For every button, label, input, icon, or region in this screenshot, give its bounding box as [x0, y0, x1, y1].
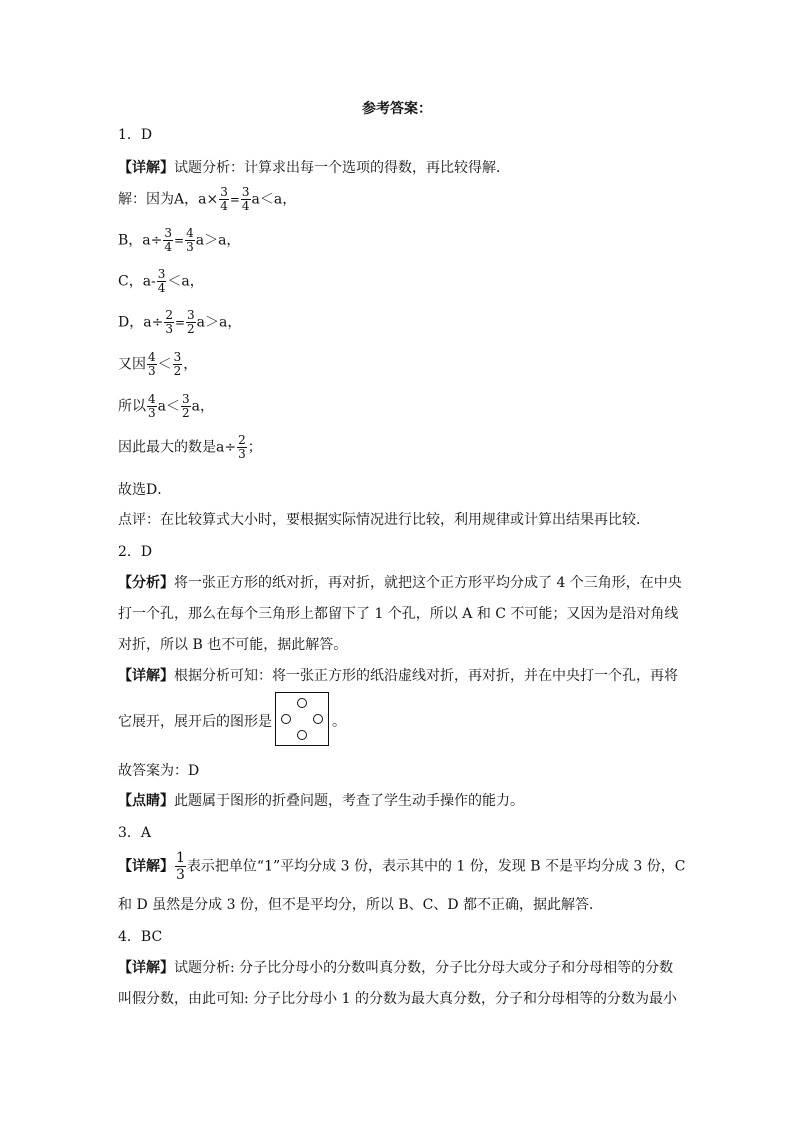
equals: = — [174, 233, 185, 248]
numerator: 3 — [173, 350, 182, 364]
q1-line-c-prefix: C，a- — [118, 273, 156, 290]
q2-point-tag: 【点睛】 — [118, 793, 174, 809]
q1-line-g-suffix: ； — [247, 439, 262, 456]
fraction — [164, 309, 174, 336]
q1-line-d — [118, 309, 241, 336]
less-than: ＜ — [157, 356, 172, 373]
hole-circle — [313, 714, 323, 724]
denominator: 4 — [220, 199, 228, 213]
q2-analysis-line-1 — [118, 572, 682, 592]
q2-detail-line-1 — [118, 665, 678, 685]
q1-line-e-prefix: 又因 — [118, 356, 146, 373]
numerator: 4 — [148, 350, 156, 364]
denominator: 2 — [187, 322, 195, 336]
fraction — [147, 393, 157, 420]
q1-line-a — [118, 186, 296, 213]
unfolded-square-figure — [275, 692, 329, 746]
q4-detail-line-1 — [118, 957, 673, 977]
numerator: 2 — [238, 433, 246, 447]
numerator: 3 — [241, 185, 250, 199]
q1-line-e-suffix: ， — [183, 356, 198, 373]
q2-detail-line-2: 它展开，展开后的图形是 — [118, 714, 272, 730]
denominator: 3 — [148, 406, 156, 420]
q2-analysis-line-3: 对折，所以 B 也不可能，据此解答。 — [118, 637, 348, 653]
q3-number: 3．A — [118, 825, 152, 841]
denominator: 3 — [238, 447, 246, 461]
q4-detail-text-1: 试题分析: 分子比分母小的分数叫真分数，分子比分母大或分子和分母相等的分数 — [174, 960, 674, 976]
fraction — [185, 227, 195, 254]
q1-line-g — [118, 434, 262, 461]
q1-line-g-prefix: 因此最大的数是a÷ — [118, 439, 237, 456]
q1-line-f-suffix: a， — [191, 398, 214, 415]
q2-detail-tag: 【详解】 — [118, 668, 174, 684]
q2-analysis-line-2: 打一个孔，那么在每个三角形上都留下了 1 个孔，所以 A 和 C 不可能；又因为是沿对角线 — [118, 606, 679, 622]
q1-line-d-suffix: a＞a， — [196, 314, 242, 331]
q1-line-b-prefix: B，a÷ — [118, 232, 163, 249]
denominator: 4 — [164, 240, 173, 254]
denominator: 4 — [157, 281, 166, 295]
q1-comment: 点评：在比较算式大小时，要根据实际情况进行比较，利用规律或计算出结果再比较． — [118, 512, 650, 528]
q1-line-b-suffix: a＞a， — [195, 232, 241, 249]
denominator: 3 — [165, 322, 173, 336]
denominator: 4 — [241, 199, 250, 213]
q3-detail-line-2: 和 D 虽然是分成 3 份，但不是平均分，所以 B、C、D 都不正确，据此解答． — [118, 897, 604, 913]
q2-detail-line-2-end: 。 — [332, 714, 346, 730]
q2-analysis-text-1: 将一张正方形的纸对折，再对折，就把这个正方形平均分成了 4 个三角形，在中央 — [174, 575, 682, 591]
q4-number: 4．BC — [118, 929, 163, 945]
q3-detail-line-1 — [118, 850, 685, 883]
q2-point-text: 此题属于图形的折叠问题，考查了学生动手操作的能力。 — [174, 793, 524, 809]
q1-line-c — [118, 268, 204, 295]
numerator: 3 — [182, 392, 190, 406]
denominator: 3 — [148, 364, 156, 378]
q1-detail-text: 试题分析：计算求出每一个选项的得数，再比较得解． — [174, 160, 510, 176]
equals: = — [174, 315, 186, 330]
q1-number: 1．D — [118, 127, 153, 143]
fraction — [163, 227, 173, 254]
q4-detail-line-2: 叫假分数，由此可知: 分子比分母小 1 的分数为最大真分数，分子和分母相等的分数为最小 — [118, 991, 677, 1007]
q2-answer: 故答案为：D — [118, 763, 200, 779]
q4-detail-tag: 【详解】 — [118, 960, 174, 976]
q1-line-c-suffix: ＜a， — [167, 273, 204, 290]
q1-detail-tag: 【详解】 — [118, 160, 174, 176]
q1-line-e — [118, 351, 197, 378]
numerator: 3 — [164, 226, 173, 240]
denominator: 2 — [182, 406, 190, 420]
denominator: 2 — [173, 364, 182, 378]
equals: = — [229, 192, 240, 207]
q1-detail — [118, 157, 510, 177]
fraction — [219, 186, 229, 213]
q3-detail-tag: 【详解】 — [118, 858, 174, 875]
denominator: 3 — [176, 867, 185, 883]
numerator: 3 — [157, 267, 166, 281]
page-title: 参考答案： — [362, 101, 432, 117]
q1-choose: 故选D． — [118, 482, 172, 498]
numerator: 3 — [220, 185, 228, 199]
q1-line-f-mid: a＜ — [157, 398, 180, 415]
fraction — [173, 351, 183, 378]
q2-point-line — [118, 790, 524, 810]
hole-circle — [297, 730, 307, 740]
numerator: 4 — [148, 392, 156, 406]
q2-detail-text-1: 根据分析可知：将一张正方形的纸沿虚线对折，再对折，并在中央打一个孔，再将 — [174, 668, 678, 684]
fraction — [241, 186, 251, 213]
fraction — [237, 434, 247, 461]
numerator: 1 — [176, 850, 185, 866]
q1-line-f — [118, 393, 214, 420]
q3-detail-text-1: 表示把单位“1”平均分成 3 份，表示其中的 1 份，发现 B 不是平均分成 3 份，C — [186, 858, 686, 875]
numerator: 2 — [165, 308, 173, 322]
q1-line-a-suffix: a＜a， — [251, 191, 297, 208]
fraction — [147, 351, 157, 378]
fraction — [175, 850, 186, 883]
fraction — [186, 309, 196, 336]
q1-line-f-prefix: 所以 — [118, 398, 146, 415]
numerator: 3 — [187, 308, 195, 322]
hole-circle — [297, 698, 307, 708]
q2-analysis-tag: 【分析】 — [118, 575, 174, 591]
fraction — [181, 393, 191, 420]
q1-line-d-prefix: D，a÷ — [118, 314, 164, 331]
hole-circle — [281, 714, 291, 724]
q2-number: 2．D — [118, 544, 153, 560]
denominator: 3 — [186, 240, 194, 254]
q1-line-a-prefix: 解：因为A，a× — [118, 191, 219, 208]
fraction — [157, 268, 167, 295]
numerator: 4 — [186, 226, 194, 240]
q1-line-b — [118, 227, 240, 254]
